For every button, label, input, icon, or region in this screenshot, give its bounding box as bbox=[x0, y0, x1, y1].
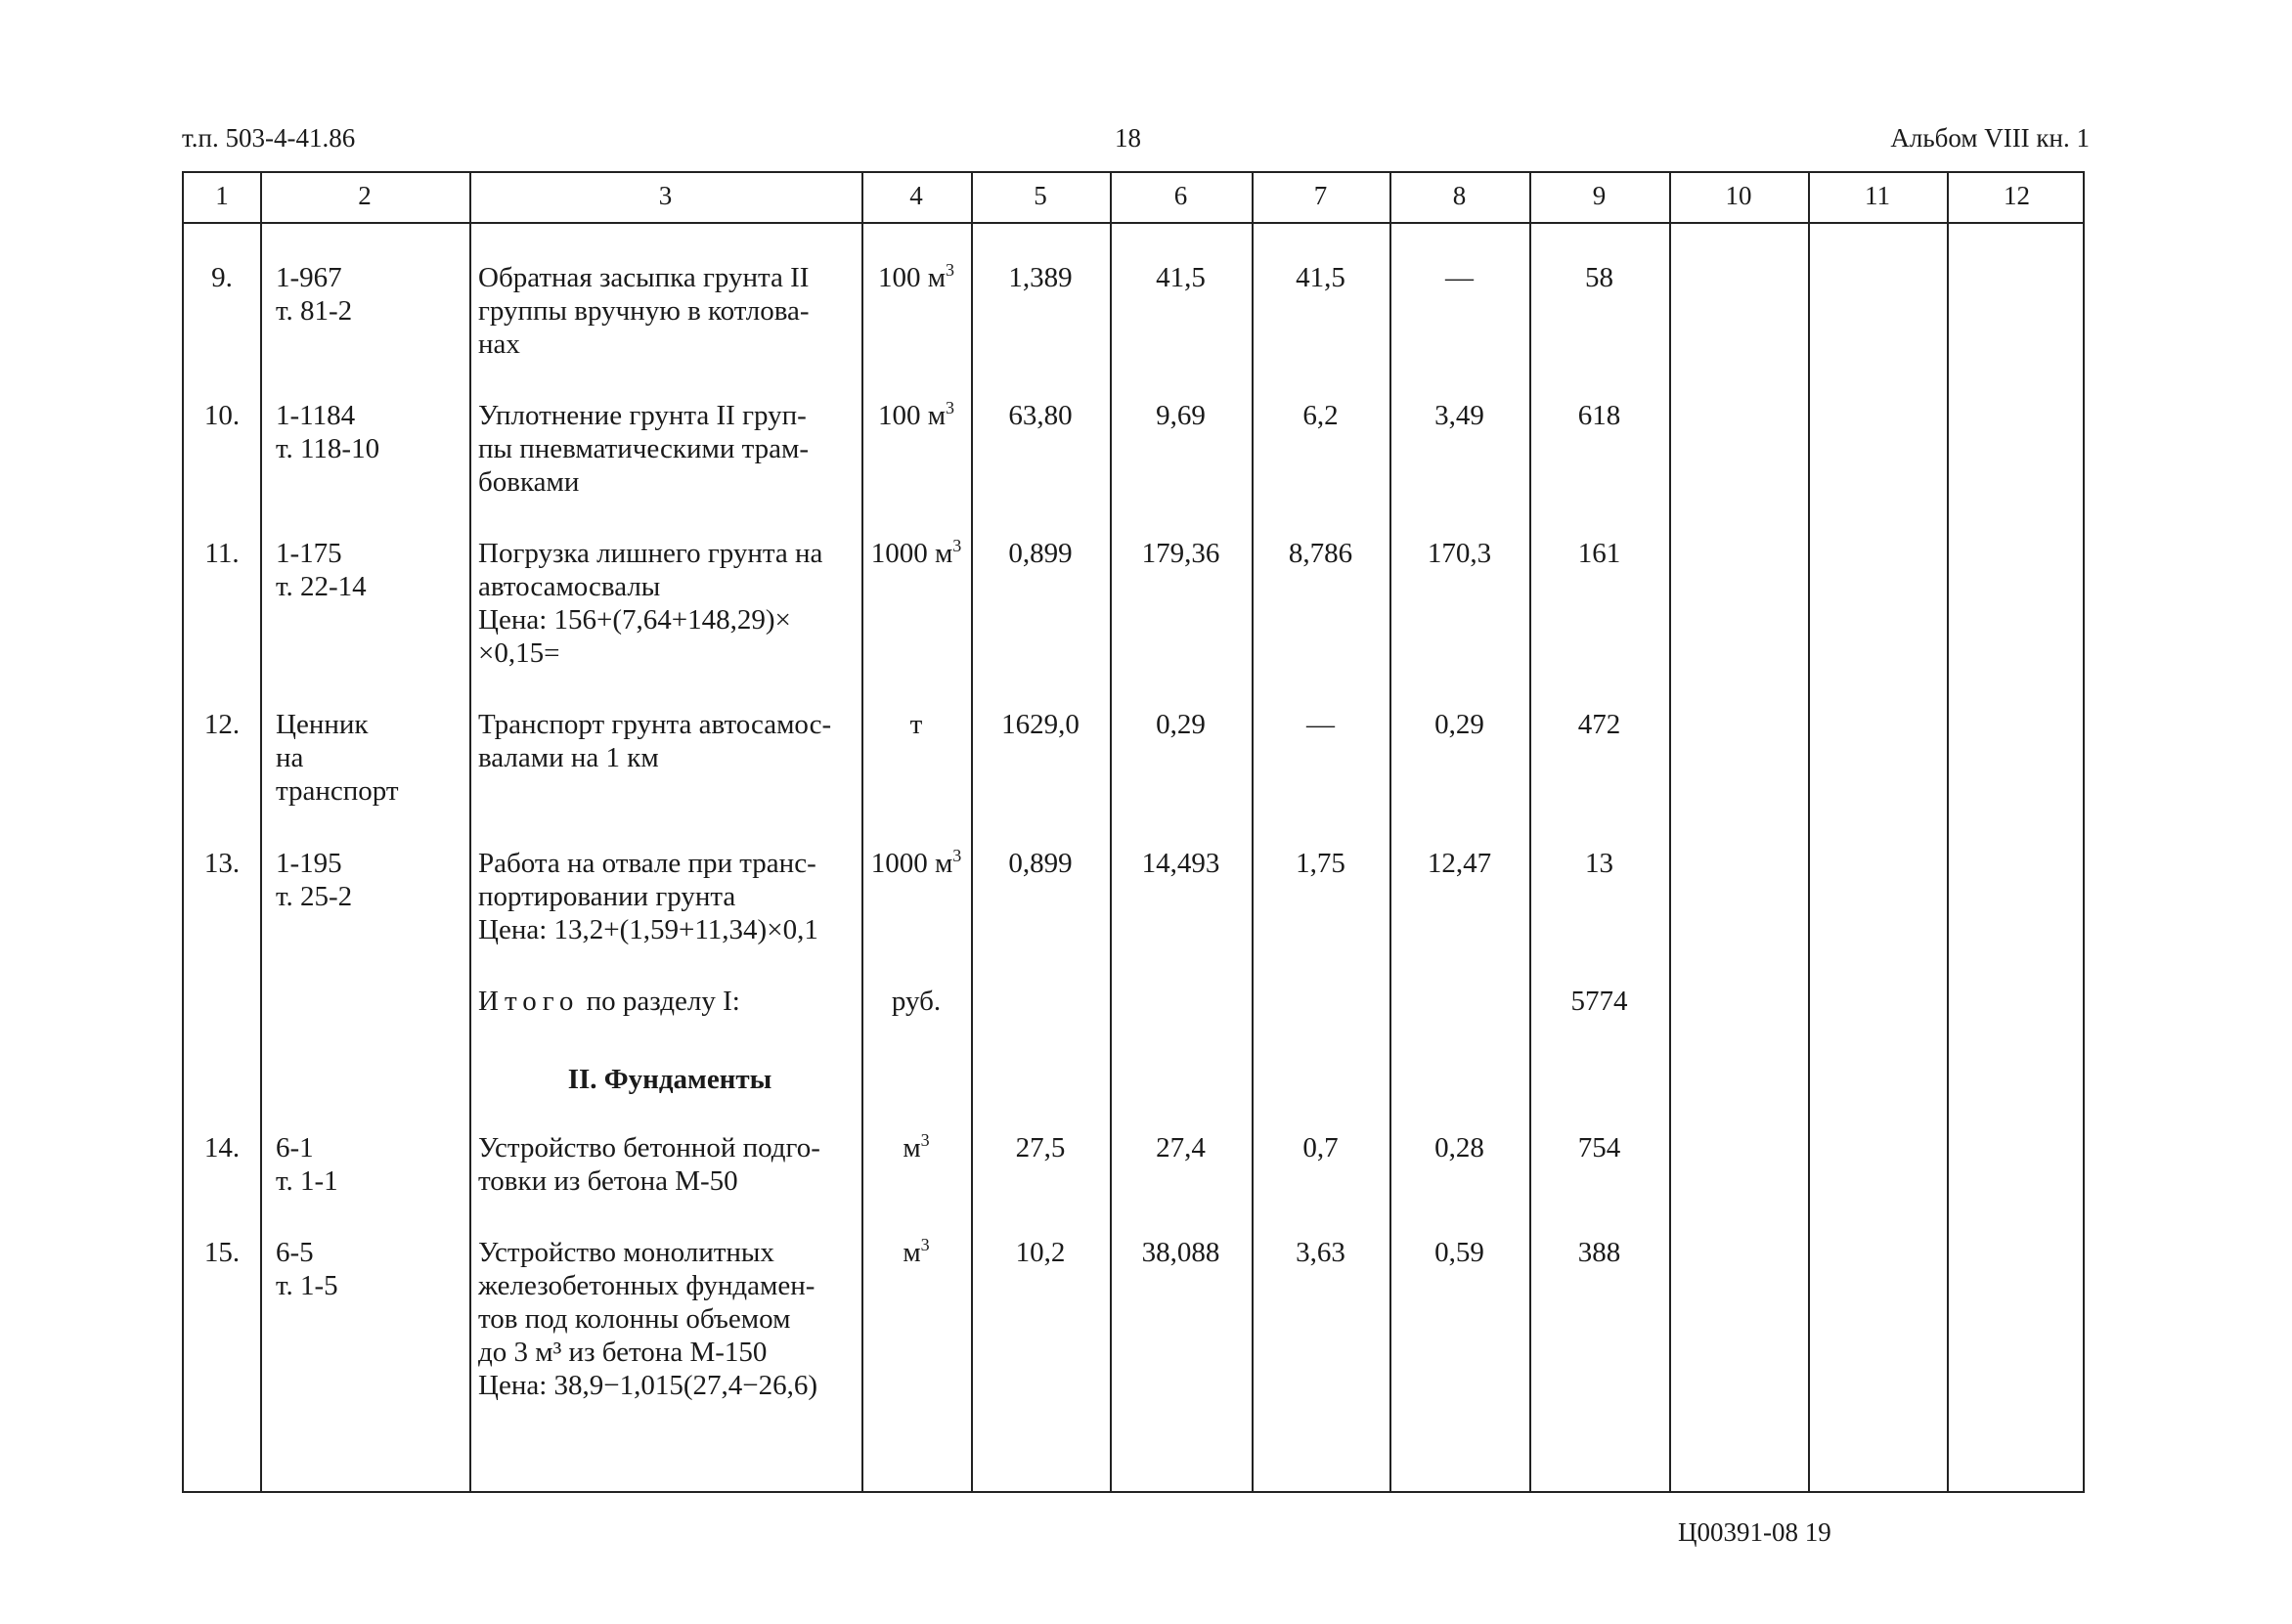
value-col9: 472 bbox=[1577, 709, 1621, 740]
work-description: Устройство монолитных железобетонных фундамен- тов под колонны объемом до 3 м³ из бетона М-150 Цена: 38,9−1,015(27,4−26,6) bbox=[478, 1237, 818, 1401]
norm-code: Ценник на транспорт bbox=[276, 709, 399, 807]
column-header: 4 bbox=[909, 181, 923, 210]
column-header: 2 bbox=[358, 181, 372, 210]
estimate-table bbox=[182, 171, 2085, 1493]
value-col8: 0,59 bbox=[1434, 1237, 1484, 1268]
value-col9: 754 bbox=[1577, 1132, 1621, 1163]
header-divider bbox=[184, 222, 2083, 224]
work-description: Погрузка лишнего грунта на автосамосвалы Цена: 156+(7,64+148,29)× ×0,15= bbox=[478, 538, 823, 669]
value-col6: 27,4 bbox=[1156, 1132, 1206, 1163]
column-header: 12 bbox=[2004, 181, 2030, 210]
page-number: 18 bbox=[1115, 123, 1141, 153]
work-description: Обратная засыпка грунта II группы вручную в котлова- нах bbox=[478, 262, 810, 360]
unit: 1000 $м^3$ bbox=[870, 846, 962, 879]
value-col8: 12,47 bbox=[1427, 848, 1492, 879]
row-number: 13. bbox=[203, 848, 241, 879]
column-header: 6 bbox=[1173, 181, 1188, 210]
unit: 100 $м^3$ bbox=[877, 398, 955, 431]
value-col9: 13 bbox=[1585, 848, 1613, 879]
value-col7: 8,786 bbox=[1288, 538, 1353, 569]
value-col6: 179,36 bbox=[1141, 538, 1220, 569]
col-divider bbox=[1808, 173, 1810, 1491]
unit: $м^3$ bbox=[903, 1130, 930, 1163]
quantity: 0,899 bbox=[1008, 848, 1073, 879]
value-col9: 161 bbox=[1577, 538, 1621, 569]
total-unit: руб. bbox=[891, 986, 942, 1017]
total-label: Итого по разделу I: bbox=[478, 986, 740, 1017]
col-divider bbox=[469, 173, 471, 1491]
unit: 100 $м^3$ bbox=[877, 260, 955, 293]
value-col8: 0,28 bbox=[1434, 1132, 1484, 1163]
unit: т bbox=[909, 709, 923, 740]
doc-code: т.п. 503-4-41.86 bbox=[182, 123, 356, 153]
quantity: 1,389 bbox=[1008, 262, 1073, 293]
norm-code: 6-1 т. 1-1 bbox=[276, 1132, 338, 1197]
unit: 1000 $м^3$ bbox=[870, 536, 962, 569]
row-number: 14. bbox=[203, 1132, 241, 1163]
value-col9: 618 bbox=[1577, 400, 1621, 431]
work-description: Уплотнение грунта II груп- пы пневматическими трам- бовками bbox=[478, 400, 810, 498]
value-col7: 1,75 bbox=[1296, 848, 1345, 879]
value-col7: 41,5 bbox=[1296, 262, 1345, 293]
footer-code: Ц00391-08 19 bbox=[1678, 1517, 1831, 1547]
col-divider bbox=[1529, 173, 1531, 1491]
norm-code: 1-175 т. 22-14 bbox=[276, 538, 367, 602]
col-divider bbox=[861, 173, 863, 1491]
value-col7: — bbox=[1306, 709, 1335, 740]
column-header: 3 bbox=[658, 181, 673, 210]
quantity: 1629,0 bbox=[1001, 709, 1080, 740]
section-title: II. Фундаменты bbox=[567, 1064, 772, 1095]
col-divider bbox=[1110, 173, 1112, 1491]
album-label: Альбом VIII кн. 1 bbox=[1890, 123, 2090, 153]
value-col6: 38,088 bbox=[1141, 1237, 1220, 1268]
value-col6: 0,29 bbox=[1156, 709, 1206, 740]
quantity: 27,5 bbox=[1015, 1132, 1066, 1163]
norm-code: 6-5 т. 1-5 bbox=[276, 1237, 338, 1301]
col-divider bbox=[971, 173, 973, 1491]
norm-code: 1-967 т. 81-2 bbox=[276, 262, 353, 327]
value-col7: 3,63 bbox=[1296, 1237, 1345, 1268]
col-divider bbox=[1669, 173, 1671, 1491]
quantity: 0,899 bbox=[1008, 538, 1073, 569]
total-value: 5774 bbox=[1570, 986, 1628, 1017]
column-header: 1 bbox=[215, 181, 229, 210]
row-number: 10. bbox=[203, 400, 241, 431]
column-header: 5 bbox=[1034, 181, 1047, 210]
col-divider bbox=[1947, 173, 1949, 1491]
value-col7: 0,7 bbox=[1302, 1132, 1339, 1163]
column-header: 10 bbox=[1725, 181, 1752, 210]
value-col6: 14,493 bbox=[1141, 848, 1220, 879]
value-col6: 41,5 bbox=[1156, 262, 1206, 293]
col-divider bbox=[260, 173, 262, 1491]
value-col9: 58 bbox=[1585, 262, 1613, 293]
work-description: Транспорт грунта автосамос- валами на 1 км bbox=[478, 709, 832, 773]
norm-code: 1-195 т. 25-2 bbox=[276, 848, 353, 912]
quantity: 63,80 bbox=[1008, 400, 1073, 431]
value-col9: 388 bbox=[1577, 1237, 1621, 1268]
row-number: 15. bbox=[203, 1237, 241, 1268]
work-description: Работа на отвале при транс- портировании грунта Цена: 13,2+(1,59+11,34)×0,1 bbox=[478, 848, 818, 945]
row-number: 9. bbox=[211, 262, 233, 293]
row-number: 12. bbox=[203, 709, 241, 740]
value-col8: 170,3 bbox=[1427, 538, 1492, 569]
norm-code: 1-1184 т. 118-10 bbox=[276, 400, 380, 464]
column-header: 9 bbox=[1592, 181, 1607, 210]
quantity: 10,2 bbox=[1015, 1237, 1066, 1268]
value-col6: 9,69 bbox=[1156, 400, 1206, 431]
row-number: 11. bbox=[204, 538, 240, 569]
value-col8: 0,29 bbox=[1434, 709, 1484, 740]
column-header: 11 bbox=[1865, 181, 1890, 210]
column-header: 8 bbox=[1452, 181, 1467, 210]
value-col8: 3,49 bbox=[1434, 400, 1484, 431]
value-col7: 6,2 bbox=[1302, 400, 1339, 431]
col-divider bbox=[1389, 173, 1391, 1491]
value-col8: — bbox=[1445, 262, 1474, 293]
work-description: Устройство бетонной подго- товки из бетона М-50 bbox=[478, 1132, 820, 1197]
col-divider bbox=[1252, 173, 1254, 1491]
column-header: 7 bbox=[1313, 181, 1328, 210]
unit: $м^3$ bbox=[903, 1235, 930, 1268]
